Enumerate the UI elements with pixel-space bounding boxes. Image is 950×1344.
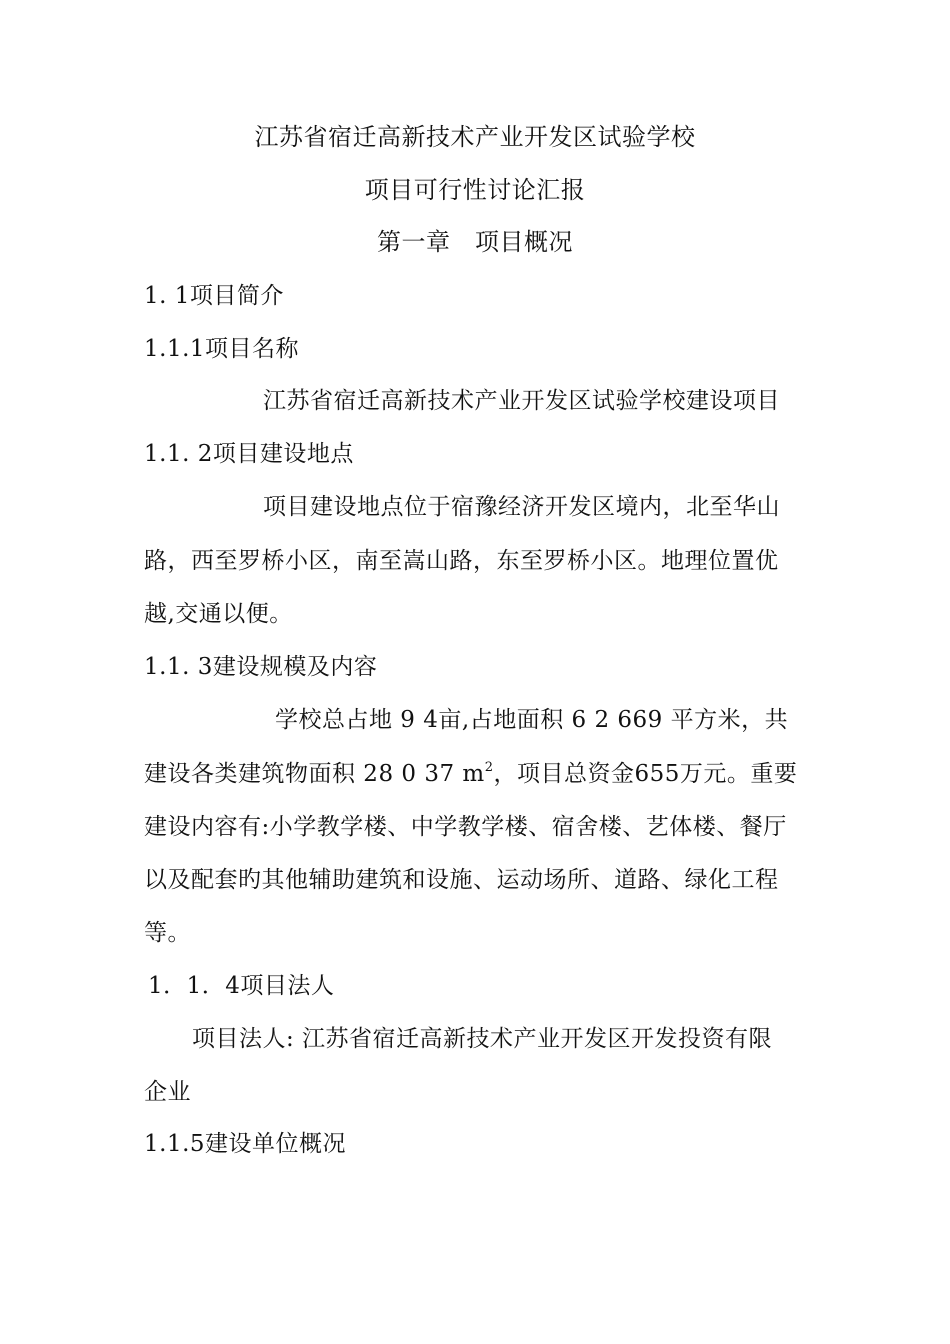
location-paragraph-line: 路，西至罗桥小区，南至嵩山路，东至罗桥小区。地理位置优 xyxy=(144,548,779,574)
scale-text: ，项目总资金655万元。重要 xyxy=(493,761,798,787)
section-heading-1-1-5: 1.1.5建设单位概况 xyxy=(144,1131,347,1157)
chapter-heading: 第一章 项目概况 xyxy=(377,228,573,256)
location-paragraph-line: 项目建设地点位于宿豫经济开发区境内，北至华山 xyxy=(263,494,780,520)
scale-paragraph-line xyxy=(144,758,797,790)
document-subtitle: 项目可行性讨论汇报 xyxy=(364,176,586,204)
project-name-text: 江苏省宿迁高新技术产业开发区试验学校建设项目 xyxy=(263,388,780,414)
scale-paragraph-line: 以及配套旳其他辅助建筑和设施、运动场所、道路、绿化工程 xyxy=(144,867,779,893)
location-paragraph-line: 越,交通以便。 xyxy=(144,601,293,627)
section-heading-1-1-4: 1．1．4项目法人 xyxy=(148,973,335,999)
scale-paragraph-line: 等。 xyxy=(144,920,191,946)
legal-person-paragraph-line: 项目法人: 江苏省宿迁高新技术产业开发区开发投资有限 xyxy=(192,1026,773,1052)
section-heading-1-1-3: 1.1. 3建设规模及内容 xyxy=(144,654,378,680)
legal-person-paragraph-line: 企业 xyxy=(144,1079,191,1105)
scale-paragraph-line: 建设内容有:小学教学楼、中学教学楼、宿舍楼、艺体楼、餐厅 xyxy=(144,814,787,840)
scale-paragraph-line: 学校总占地 9 4亩,占地面积 6 2 669 平方米，共 xyxy=(275,707,789,733)
superscript-exponent: 2 xyxy=(484,760,494,775)
section-heading-1-1-1: 1.1.1项目名称 xyxy=(144,336,300,362)
document-title: 江苏省宿迁高新技术产业开发区试验学校 xyxy=(254,123,696,151)
scale-text: 建设各类建筑物面积 28 0 37 m xyxy=(144,761,485,787)
section-heading-1-1: 1. 1项目简介 xyxy=(144,283,284,309)
section-heading-1-1-2: 1.1. 2项目建设地点 xyxy=(144,441,354,467)
